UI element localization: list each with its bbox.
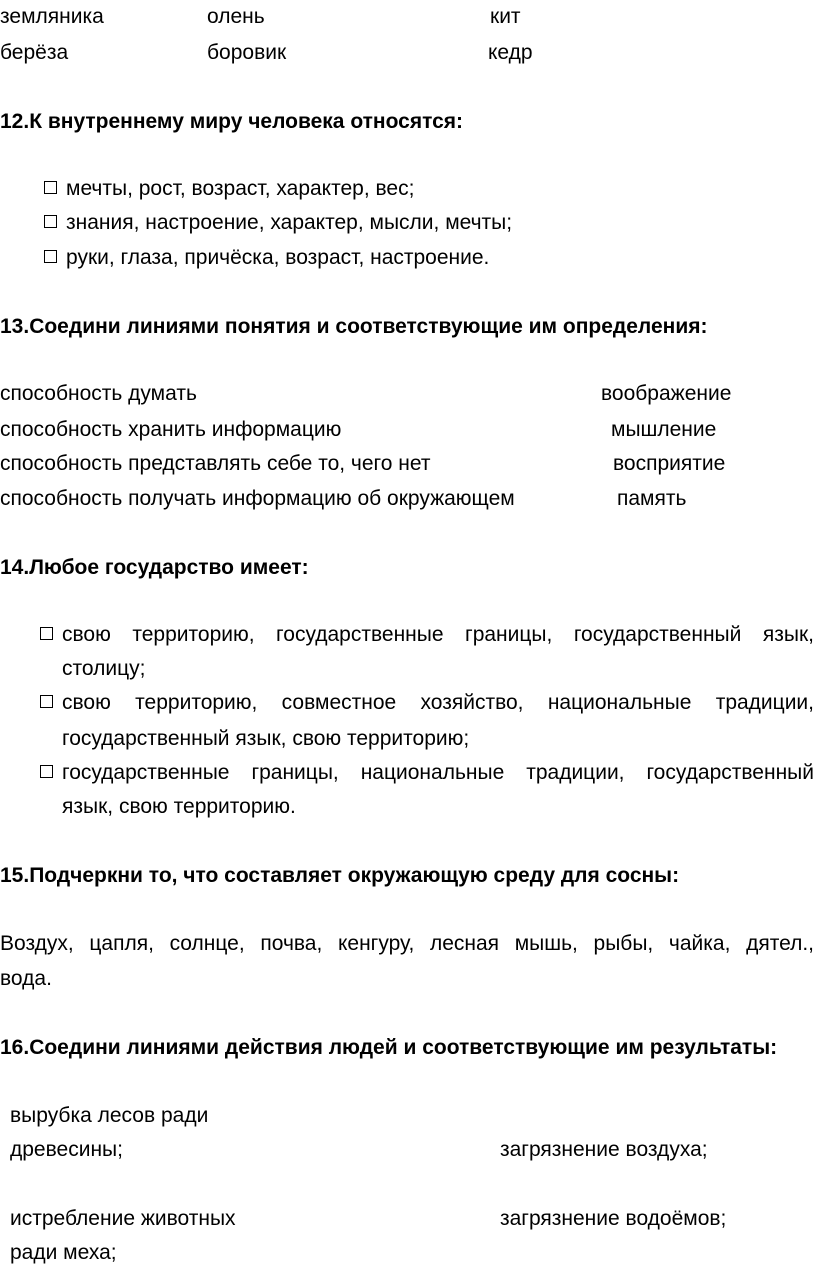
- q14-option-3-checkbox[interactable]: [40, 765, 53, 778]
- q14-option-3-line1: государственные границы, национальные традиции, государственный: [62, 761, 814, 784]
- q13-definition-1: воображение: [601, 382, 732, 405]
- q16-result-2: загрязнение водоёмов;: [500, 1207, 727, 1230]
- question-14-title: 14.Любое государство имеет:: [0, 556, 309, 579]
- q16-action-2-line1: истребление животных: [10, 1207, 236, 1230]
- question-13-title: 13.Соедини линиями понятия и соответствующие им определения:: [0, 315, 708, 338]
- q13-concept-1: способность думать: [0, 382, 197, 405]
- q15-text-line2: вода.: [0, 967, 52, 990]
- question-15-title: 15.Подчеркни то, что составляет окружающую среду для сосны:: [0, 864, 680, 887]
- q14-option-2-line1: свою территорию, совместное хозяйство, национальные традиции,: [62, 691, 814, 714]
- q13-definition-3: восприятие: [613, 452, 726, 475]
- q12-option-2-label: знания, настроение, характер, мысли, мечты;: [66, 211, 513, 234]
- word-kit: кит: [490, 5, 521, 28]
- word-zemlyanika: земляника: [0, 5, 104, 28]
- q14-option-1-line2: столицу;: [62, 657, 146, 680]
- question-12-title: 12.К внутреннему миру человека относятся:: [0, 110, 464, 133]
- q13-concept-3: способность представлять себе то, чего нет: [0, 452, 431, 475]
- q12-option-3-checkbox[interactable]: [44, 250, 57, 263]
- q16-action-1-line2: древесины;: [10, 1138, 123, 1161]
- q14-option-1-line1: свою территорию, государственные границы, государственный язык,: [62, 623, 814, 646]
- q13-concept-2: способность хранить информацию: [0, 418, 342, 441]
- q15-text-line1: Воздух, цапля, солнце, почва, кенгуру, лесная мышь, рыбы, чайка, дятел.,: [0, 932, 814, 955]
- word-olen: олень: [207, 5, 265, 28]
- q13-definition-4: память: [617, 487, 687, 510]
- q12-option-1-checkbox[interactable]: [44, 181, 57, 194]
- word-borovik: боровик: [207, 41, 287, 64]
- q14-option-2-line2: государственный язык, свою территорию;: [62, 727, 470, 750]
- q14-option-3-line2: язык, свою территорию.: [62, 795, 296, 818]
- question-16-title: 16.Соедини линиями действия людей и соответствующие им результаты:: [0, 1036, 778, 1059]
- q12-option-2-checkbox[interactable]: [44, 215, 57, 228]
- q16-action-2-line2: ради меха;: [10, 1241, 117, 1264]
- word-beryoza: берёза: [0, 41, 69, 64]
- q14-option-1-checkbox[interactable]: [40, 627, 53, 640]
- word-kedr: кедр: [488, 41, 533, 64]
- q13-concept-4: способность получать информацию об окружающем: [0, 487, 515, 510]
- q14-option-2-checkbox[interactable]: [40, 695, 53, 708]
- q13-definition-2: мышление: [611, 418, 717, 441]
- q16-action-1-line1: вырубка лесов ради: [10, 1104, 209, 1127]
- q12-option-1-label: мечты, рост, возраст, характер, вес;: [66, 177, 415, 200]
- q12-option-3-label: руки, глаза, причёска, возраст, настроение.: [66, 246, 490, 269]
- q16-result-1: загрязнение воздуха;: [500, 1138, 708, 1161]
